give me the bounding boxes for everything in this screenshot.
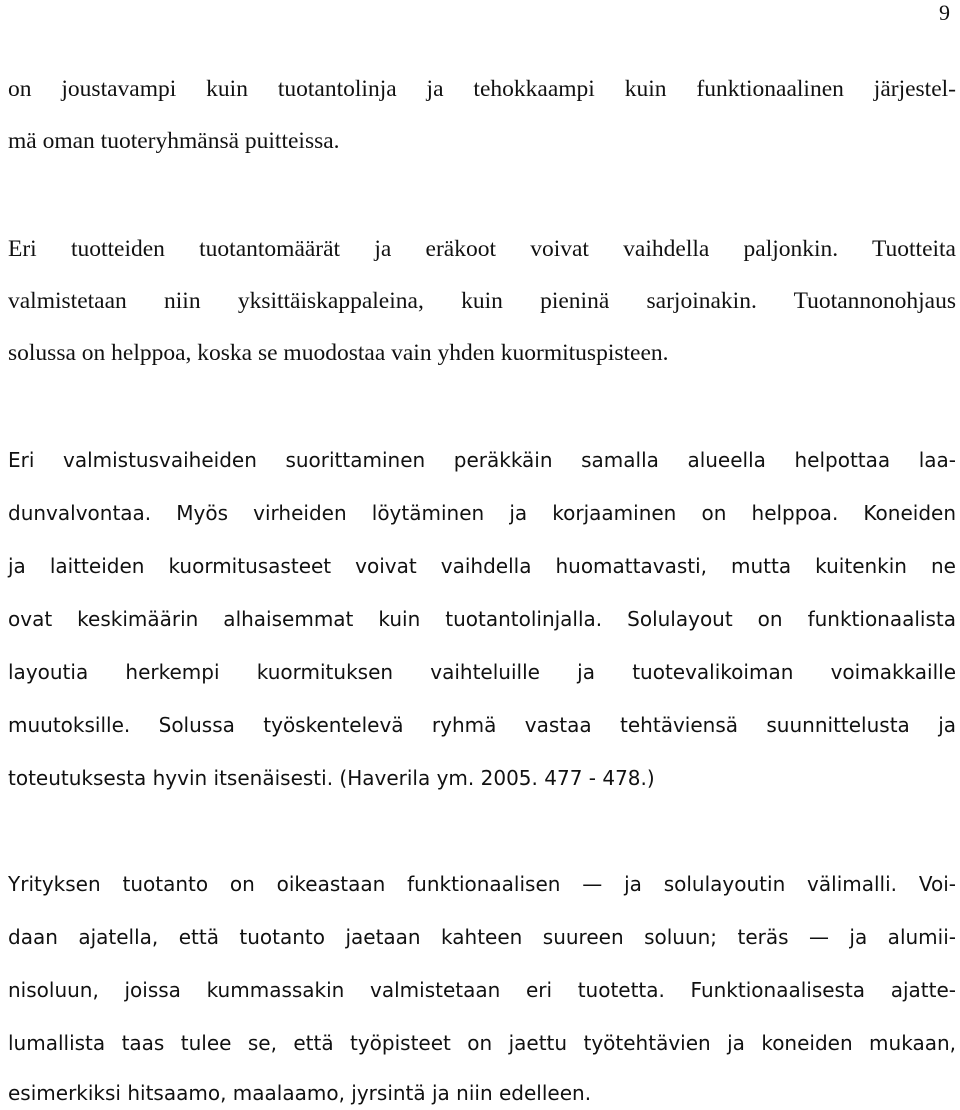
text-line: ovat keskimäärin alhaisemmat kuin tuotantolinjalla. Solulayout on funktionaalista	[8, 607, 956, 631]
text-line: ja laitteiden kuormitusasteet voivat vaihdella huomattavasti, mutta kuitenkin ne	[8, 554, 956, 578]
text-line: Eri tuotteiden tuotantomäärät ja eräkoot voivat vaihdella paljonkin. Tuotteita	[8, 236, 956, 262]
text-line: valmistetaan niin yksittäiskappaleina, kuin pieninä sarjoinakin. Tuotannonohjaus	[8, 288, 956, 314]
text-line: daan ajatella, että tuotanto jaetaan kahteen suureen soluun; teräs — ja alumii-	[8, 925, 956, 949]
text-line: nisoluun, joissa kummassakin valmistetaan eri tuotetta. Funktionaalisesta ajatte-	[8, 978, 956, 1002]
text-line: on joustavampi kuin tuotantolinja ja tehokkaampi kuin funktionaalinen järjestel-	[8, 76, 956, 102]
text-line: toteutuksesta hyvin itsenäisesti. (Haverila ym. 2005. 477 - 478.)	[8, 766, 655, 790]
text-line: dunvalvontaa. Myös virheiden löytäminen ja korjaaminen on helppoa. Koneiden	[8, 501, 956, 525]
text-line: Yrityksen tuotanto on oikeastaan funktionaalisen — ja solulayoutin välimalli. Voi-	[8, 872, 956, 896]
text-line: layoutia herkempi kuormituksen vaihteluille ja tuotevalikoiman voimakkaille	[8, 660, 956, 684]
page-number: 9	[939, 0, 950, 25]
text-line: mä oman tuoteryhmänsä puitteissa.	[8, 128, 340, 154]
text-line: esimerkiksi hitsaamo, maalaamo, jyrsintä ja niin edelleen.	[8, 1081, 592, 1105]
text-line: Eri valmistusvaiheiden suorittaminen peräkkäin samalla alueella helpottaa laa-	[8, 448, 956, 472]
text-line: solussa on helppoa, koska se muodostaa vain yhden kuormituspisteen.	[8, 340, 669, 366]
text-line: lumallista taas tulee se, että työpisteet on jaettu työtehtävien ja koneiden mukaan,	[8, 1031, 956, 1055]
text-line: muutoksille. Solussa työskentelevä ryhmä vastaa tehtäviensä suunnittelusta ja	[8, 713, 956, 737]
